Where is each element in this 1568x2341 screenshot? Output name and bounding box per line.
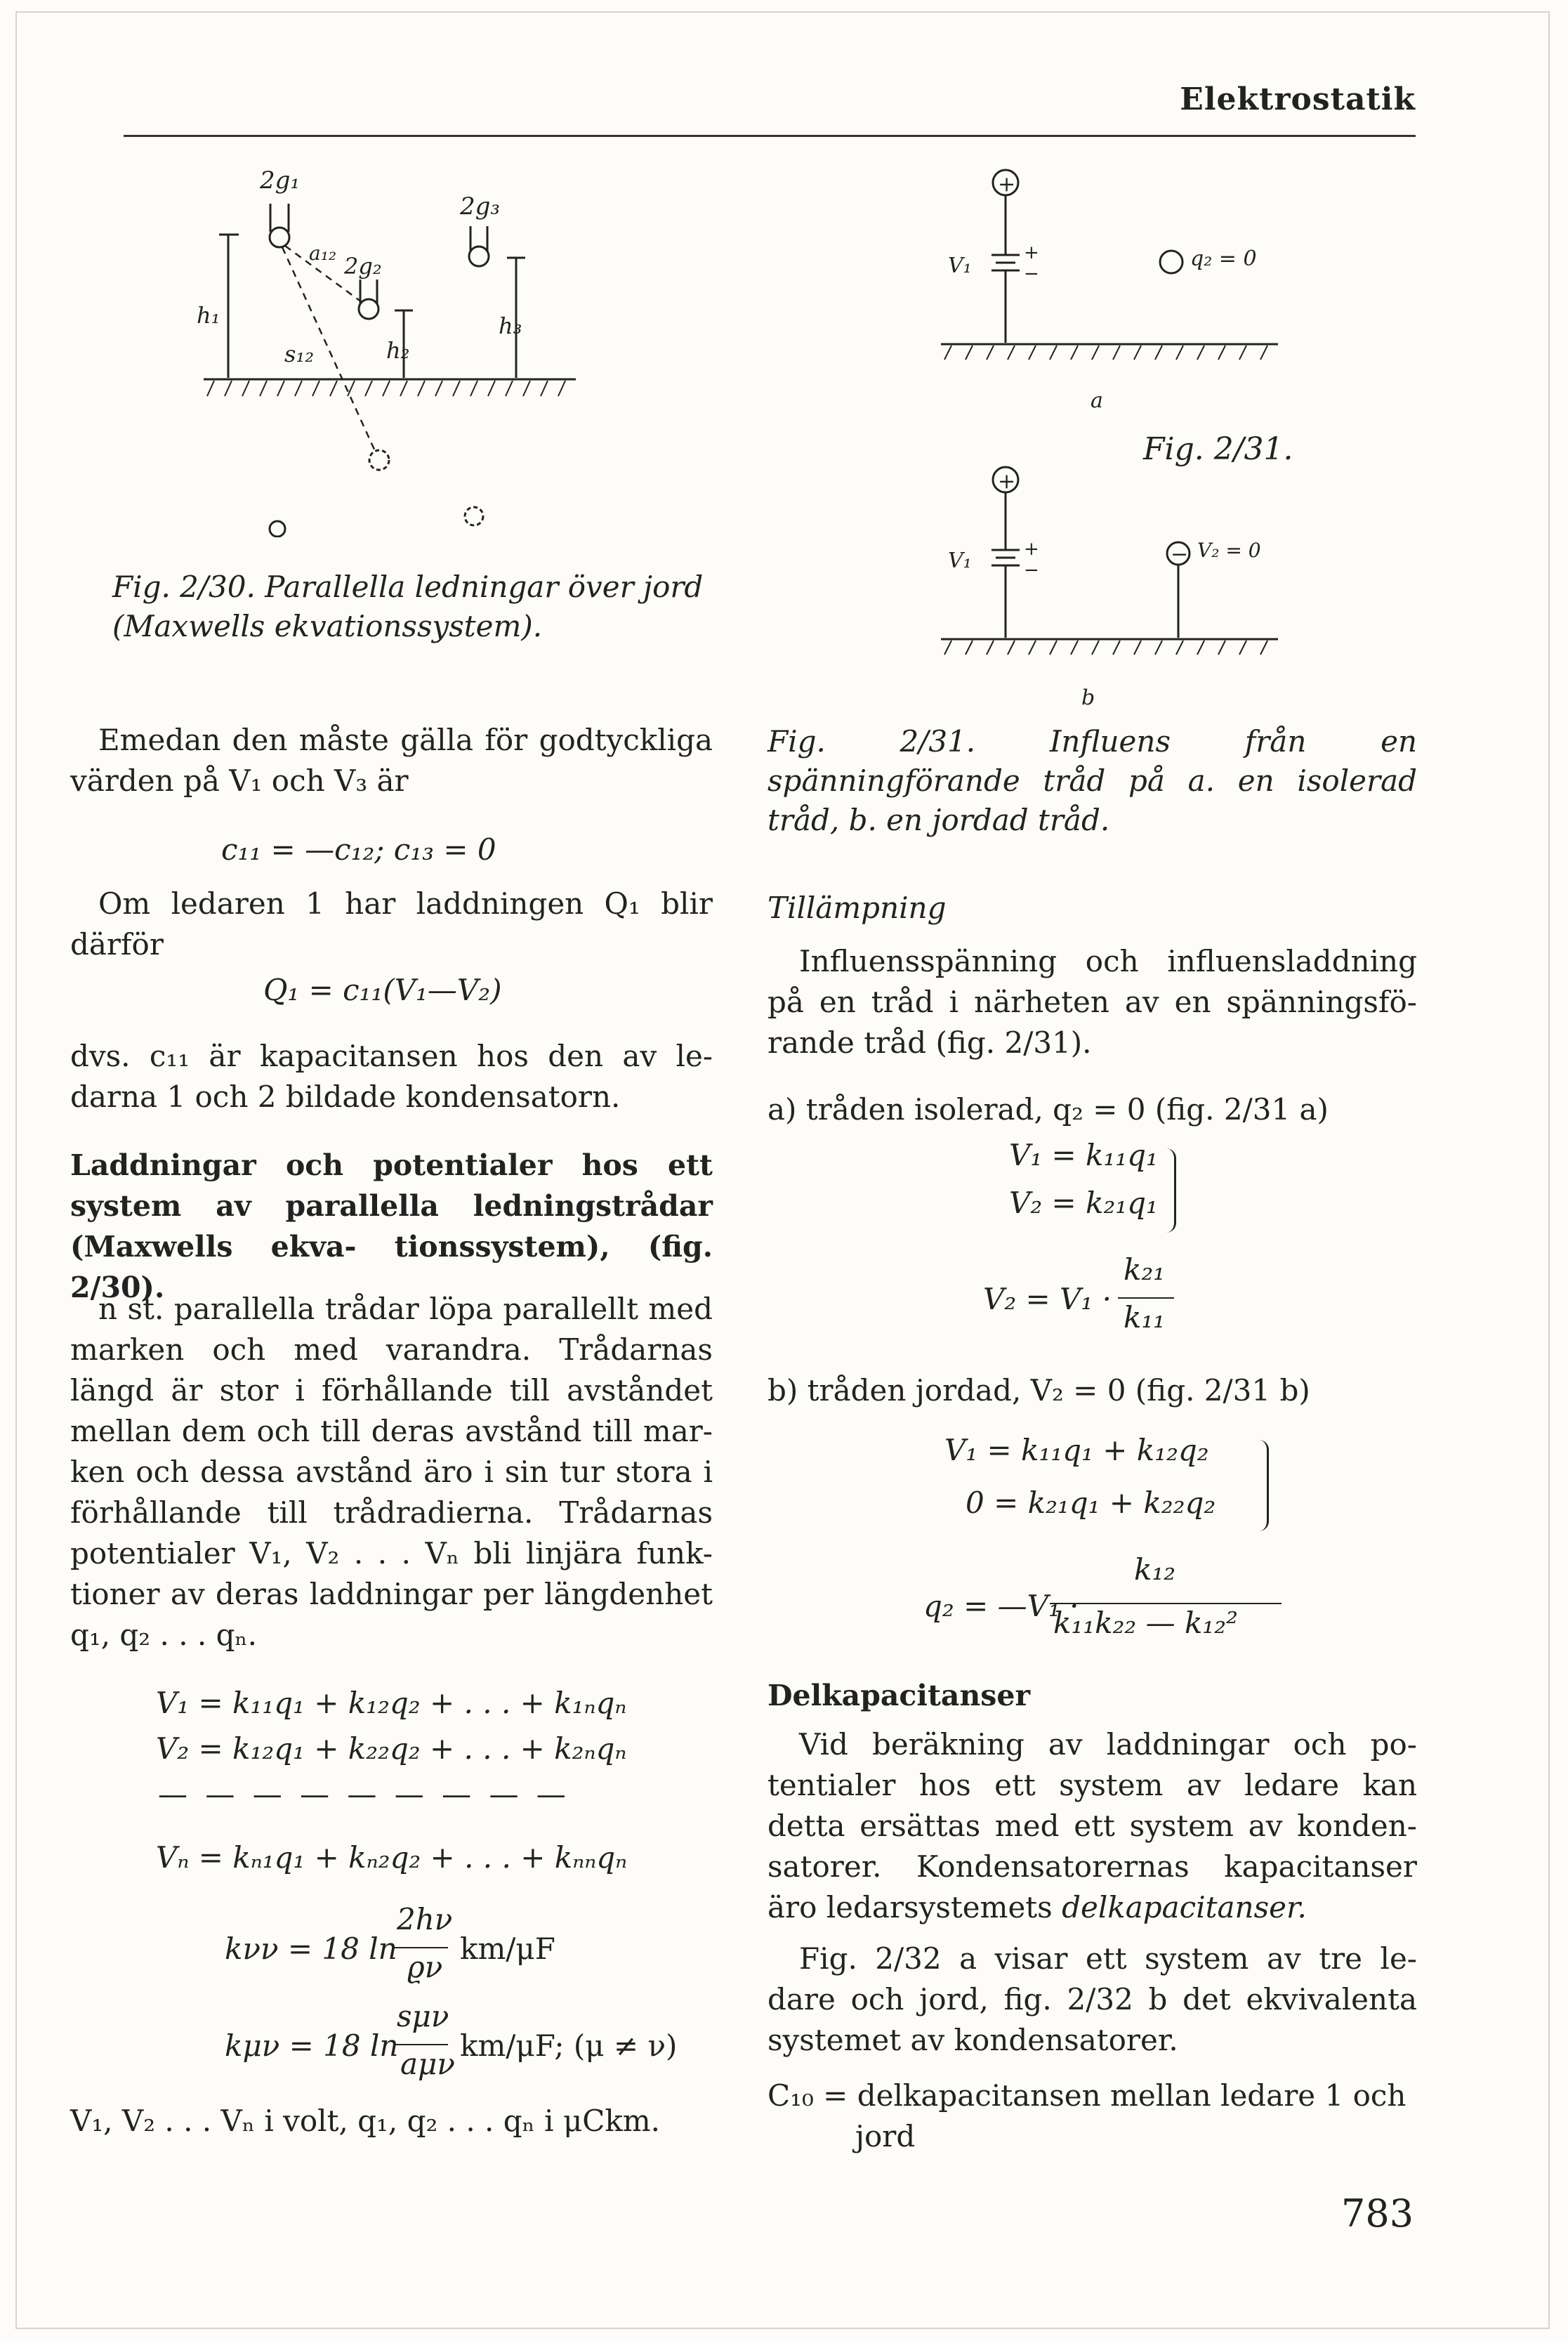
conductor-3 <box>469 247 489 266</box>
right-paragraph-2-emphasis: delkapacitanser. <box>1062 1890 1307 1924</box>
section-heading-delkapacitanser: Delkapacitanser <box>767 1679 1031 1712</box>
right-paragraph-1: Influensspänning och influensladdning på en tråd i närheten av en spänningsfö- rande tråd (fig. 2/31). <box>767 944 1417 1060</box>
page-header <box>124 77 1416 137</box>
page-number: 783 <box>1341 2191 1414 2236</box>
battery-plus-b: + <box>1024 539 1039 560</box>
section-heading-maxwell: Laddningar och potentialer hos ett system av parallella ledningstrådar (Maxwells ekva- tionssystem), (fig. 2/30). <box>70 1148 713 1304</box>
isolated-conductor <box>1160 251 1182 273</box>
kvv-num: 2hν <box>397 1902 453 1936</box>
label-h3: h₃ <box>499 313 522 339</box>
equation-dashes: — — — — — — — — — <box>158 1777 570 1811</box>
right-paragraph-2 <box>767 1724 1417 1928</box>
a3-den: k₁₁ <box>1124 1300 1166 1335</box>
b3-lhs: q₂ = —V₁ · <box>923 1589 1079 1623</box>
a3-bar <box>1118 1297 1174 1299</box>
figure-2-30-caption: Fig. 2/30. Parallella ledningar över jord (Maxwells ekvationssystem). <box>112 570 704 643</box>
left-paragraph-3: dvs. c₁₁ är kapacitansen hos den av le- darna 1 och 2 bildade kondensatorn. <box>70 1039 713 1114</box>
label-a12: a₁₂ <box>309 242 337 265</box>
kuv-bar <box>393 2044 448 2045</box>
figure-2-31-caption: Fig. 2/31. Influens från en spänningförande tråd på a. en isolerad tråd, b. en jordad tråd. <box>767 724 1417 837</box>
equation-v1: V₁ = k₁₁q₁ + k₁₂q₂ + . . . + k₁ₙqₙ <box>156 1686 627 1720</box>
image-conductor-1 <box>369 450 389 470</box>
label-2g2: 2g₂ <box>344 253 382 280</box>
figure-2-30 <box>176 162 625 527</box>
label-h2: h₂ <box>386 337 410 364</box>
kuv-lhs: kμν = 18 ln <box>225 2028 399 2063</box>
equation-vn: Vₙ = kₙ₁q₁ + kₙ₂q₂ + . . . + kₙₙqₙ <box>156 1840 628 1875</box>
equation-b1: V₁ = k₁₁q₁ + k₁₂q₂ <box>944 1433 1209 1467</box>
battery-minus-a: − <box>1024 263 1039 284</box>
right-paragraph-4: C₁₀ = delkapacitansen mellan ledare 1 och jord <box>767 2078 1406 2153</box>
left-paragraph-1: Emedan den måste gälla för godtyckliga värden på V₁ och V₃ är <box>70 723 713 798</box>
ground-hatching <box>207 381 565 396</box>
equation-c11: c₁₁ = —c₁₂; c₁₃ = 0 <box>221 832 496 867</box>
a3-num: k₂₁ <box>1124 1252 1166 1287</box>
label-b: b <box>1081 686 1095 710</box>
label-a: a <box>1091 388 1103 413</box>
label-q2: q₂ = 0 <box>1190 247 1257 271</box>
left-paragraph-2: Om ledaren 1 har laddningen Q₁ blir därför <box>70 886 713 962</box>
figure-2-30-image-circles <box>260 495 499 537</box>
label-v1-b: V₁ <box>948 549 972 573</box>
kuv-den: aμν <box>400 2047 455 2081</box>
a3-lhs: V₂ = V₁ · <box>983 1282 1112 1316</box>
figure-2-31-inner-label: Fig. 2/31. <box>1143 431 1293 467</box>
b3-den: k₁₁k₂₂ — k₁₂² <box>1053 1606 1238 1640</box>
label-v1-a: V₁ <box>948 254 972 278</box>
kvv-den: ϱν <box>407 1950 443 1984</box>
label-h1: h₁ <box>197 302 220 329</box>
equation-a1: V₁ = k₁₁q₁ <box>1009 1138 1158 1172</box>
kvv-lhs: kνν = 18 ln <box>225 1932 397 1966</box>
left-paragraph-4: n st. parallella trådar löpa parallellt med marken och med varandra. Trådarnas längd är stor i förhållande till avståndet mellan dem och till deras avstånd till mar- ken och dessa avstånd äro i sin tur stora i förhållande till trådradierna. Trådarnas potentialer V₁, V₂ . . . Vₙ bli linjära funk- tioner av deras laddningar per längdenhet q₁, q₂ . . . qₙ. <box>70 1292 713 1652</box>
conductor-2 <box>359 299 378 319</box>
kvv-rhs: km/μF <box>460 1932 555 1966</box>
b3-bar <box>1050 1603 1282 1604</box>
subheading-tillampning: Tillämpning <box>767 891 947 925</box>
right-paragraph-2-text: Vid beräkning av laddningar och po- tentialer hos ett system av ledare kan detta ersättas med ett system av konden- satorer. Kondensatorernas kapacitanser äro ledarsystemets <box>767 1727 1417 1924</box>
plus-sign-b: + <box>998 469 1016 494</box>
kvv-bar <box>393 1947 448 1948</box>
label-2g1: 2g₁ <box>260 166 301 195</box>
equation-q1: Q₁ = c₁₁(V₁—V₂) <box>263 973 502 1007</box>
plus-sign-a: + <box>998 172 1016 197</box>
conductor-1 <box>270 228 289 247</box>
running-head: Elektrostatik <box>1180 81 1416 117</box>
label-s12: s₁₂ <box>284 341 315 367</box>
minus-sign-b: − <box>1171 542 1189 567</box>
kuv-rhs: km/μF; (μ ≠ ν) <box>460 2028 678 2063</box>
b3-num: k₁₂ <box>1134 1552 1176 1587</box>
brace-b <box>1258 1440 1269 1531</box>
equation-v2: V₂ = k₁₂q₁ + k₂₂q₂ + . . . + k₂ₙqₙ <box>156 1731 627 1766</box>
case-b-text: b) tråden jordad, V₂ = 0 (fig. 2/31 b) <box>767 1373 1310 1408</box>
label-2g3: 2g₃ <box>460 192 501 221</box>
equation-b2: 0 = k₂₁q₁ + k₂₂q₂ <box>966 1486 1216 1520</box>
battery-plus-a: + <box>1024 242 1039 263</box>
units-line: V₁, V₂ . . . Vₙ i volt, q₁, q₂ . . . qₙ i μCkm. <box>70 2104 660 2138</box>
right-paragraph-3: Fig. 2/32 a visar ett system av tre le- dare och jord, fig. 2/32 b det ekvivalenta systemet av kondensatorer. <box>767 1941 1417 2057</box>
battery-minus-b: − <box>1024 560 1039 581</box>
case-a-text: a) tråden isolerad, q₂ = 0 (fig. 2/31 a) <box>767 1092 1329 1127</box>
kuv-num: sμν <box>397 1999 449 2033</box>
label-v2: V₂ = 0 <box>1197 539 1261 562</box>
brace-a <box>1166 1148 1176 1233</box>
equation-a2: V₂ = k₂₁q₁ <box>1009 1186 1158 1220</box>
